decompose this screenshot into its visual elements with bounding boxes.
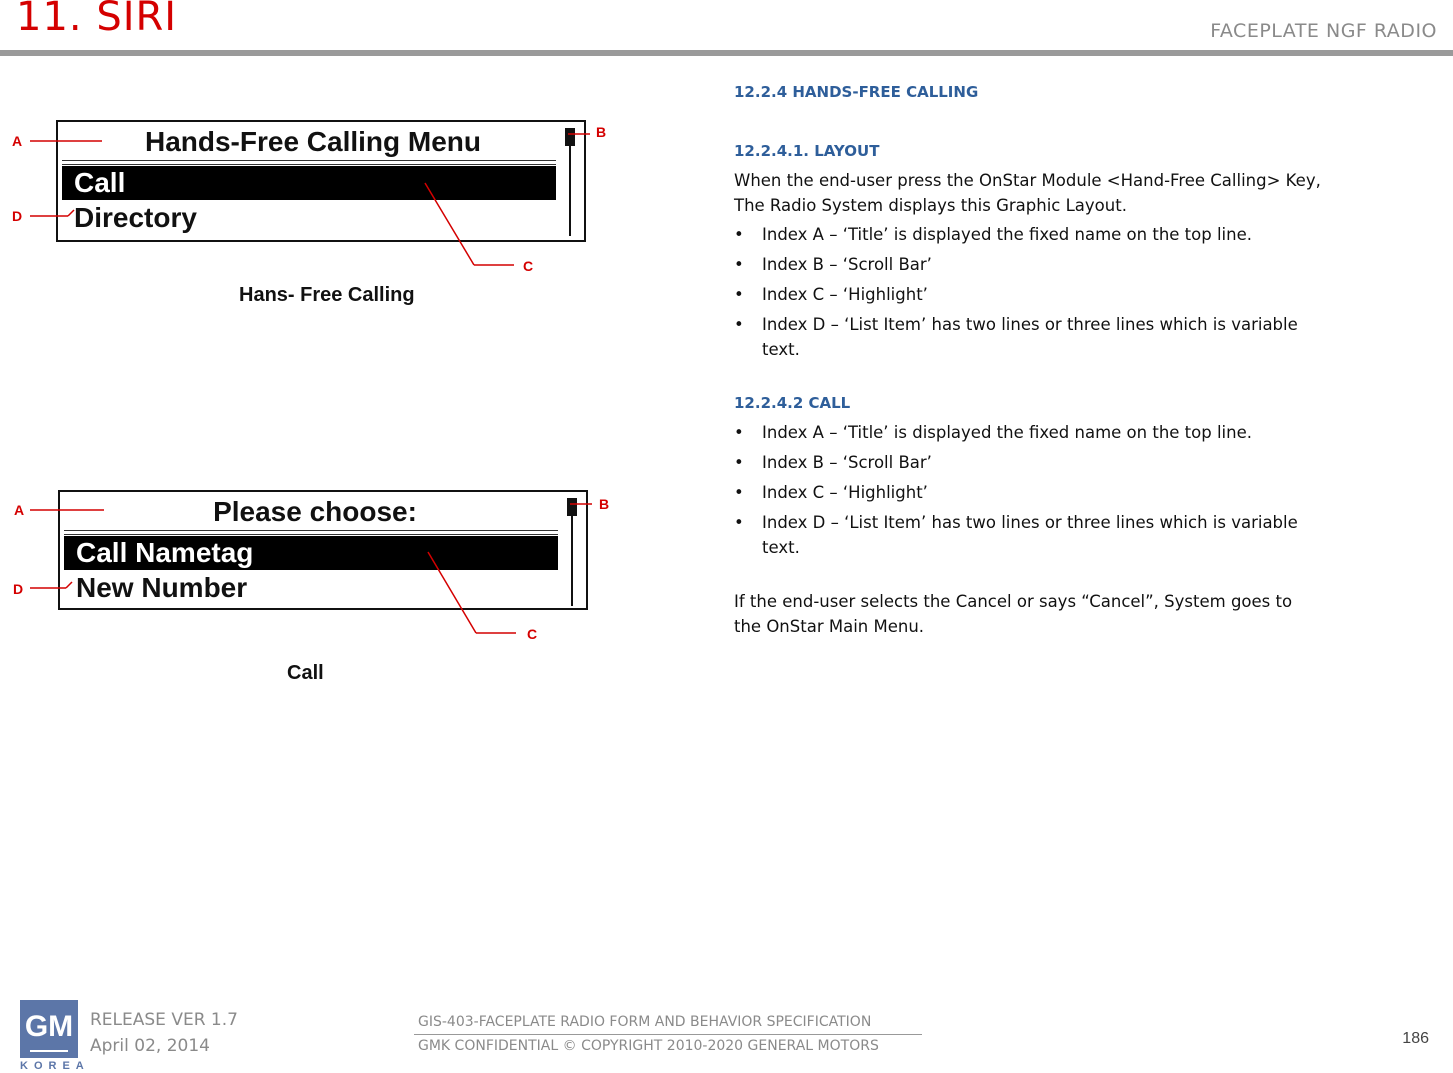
lcd-highlight-row: Call	[62, 166, 556, 200]
section-intro: When the end-user press the OnStar Module <Hand-Free Calling> Key, The Radio System displays this Graphic Layout.	[734, 171, 1321, 215]
list-item: • Index B – ‘Scroll Bar’	[734, 450, 1324, 475]
spec-text-column	[734, 80, 1324, 639]
callout-d: D	[12, 208, 23, 224]
list-item: • Index C – ‘Highlight’	[734, 480, 1324, 505]
subsection-heading: 12.2.4.1. LAYOUT	[734, 142, 880, 160]
document-label: FACEPLATE NGF RADIO	[1210, 20, 1437, 42]
page-title: 11. SIRI	[16, 0, 178, 40]
figure1-caption: Hans- Free Calling	[239, 284, 415, 306]
section-outro: If the end-user selects the Cancel or says “Cancel”, System goes to the OnStar Main Menu.	[734, 592, 1293, 636]
gm-logo	[20, 1000, 78, 1058]
logo-subtitle: KOREA	[20, 1060, 90, 1072]
callout-d: D	[13, 581, 24, 597]
logo-text: GM	[24, 1010, 74, 1043]
spec-name: GIS-403-FACEPLATE RADIO FORM AND BEHAVIOR SPECIFICATION	[418, 1014, 872, 1030]
callout-b: B	[596, 124, 607, 140]
callout-a: A	[12, 133, 23, 149]
logo-underline	[30, 1050, 68, 1052]
list-item: • Index B – ‘Scroll Bar’	[734, 252, 1324, 277]
callout-c: C	[523, 258, 534, 274]
list-item: • Index D – ‘List Item’ has two lines or three lines which is variable text.	[734, 510, 1324, 560]
bullet-list	[734, 222, 1324, 362]
release-date: April 02, 2014	[90, 1036, 210, 1056]
figure2-callout-lines	[0, 470, 700, 670]
list-item: • Index A – ‘Title’ is displayed the fixed name on the top line.	[734, 222, 1324, 247]
callout-b: B	[599, 496, 610, 512]
subsection-heading: 12.2.4.2 CALL	[734, 394, 851, 412]
lcd-title: Please choose:	[213, 496, 417, 527]
section-heading: 12.2.4 HANDS-FREE CALLING	[734, 83, 979, 101]
list-item: • Index D – ‘List Item’ has two lines or three lines which is variable text.	[734, 312, 1324, 362]
confidential-notice: GMK CONFIDENTIAL © COPYRIGHT 2010-2020 GENERAL MOTORS	[418, 1038, 879, 1054]
callout-c: C	[527, 626, 538, 642]
lcd-list-item: New Number	[76, 572, 248, 603]
figure1-callout-lines	[0, 0, 700, 300]
callout-a: A	[14, 502, 25, 518]
release-version: RELEASE VER 1.7	[90, 1010, 238, 1030]
page-number: 186	[1402, 1030, 1429, 1047]
figure2-caption: Call	[287, 662, 324, 684]
footer-divider	[414, 1034, 922, 1035]
lcd-list-item: Directory	[74, 202, 197, 233]
bullet-list	[734, 420, 1324, 560]
lcd-highlight-row: Call Nametag	[64, 536, 558, 570]
list-item: • Index C – ‘Highlight’	[734, 282, 1324, 307]
list-item: • Index A – ‘Title’ is displayed the fixed name on the top line.	[734, 420, 1324, 445]
lcd-title: Hands-Free Calling Menu	[144, 126, 482, 157]
